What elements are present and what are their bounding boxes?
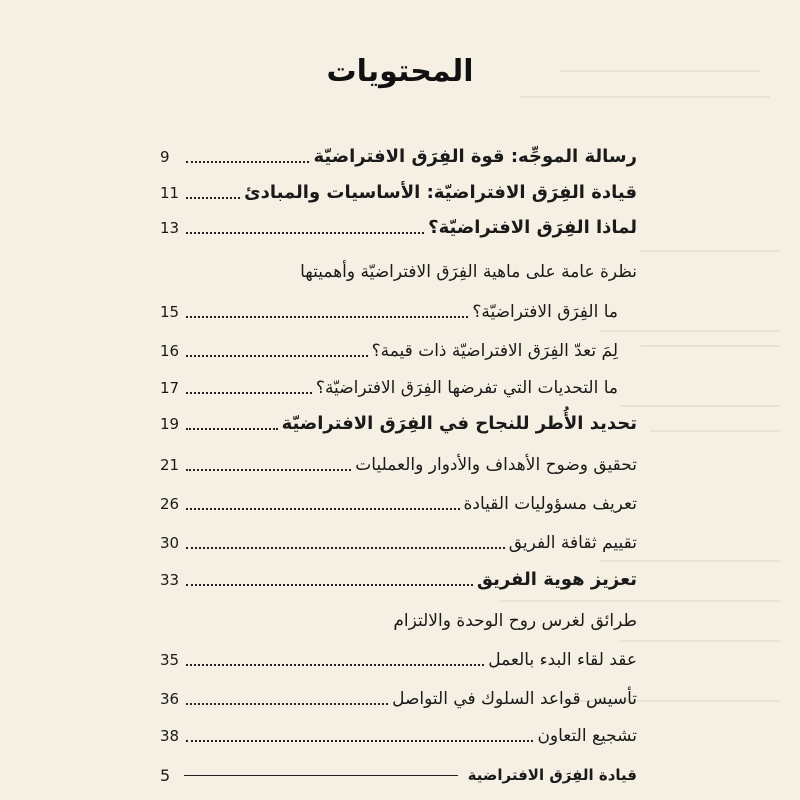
page-title: المحتويات <box>326 54 474 89</box>
toc-page-number: 9 <box>160 148 170 166</box>
toc-page-number: 15 <box>160 303 180 321</box>
dot-leader <box>186 547 505 549</box>
toc-entry[interactable] <box>160 641 637 671</box>
toc-entry[interactable] <box>160 405 637 435</box>
toc-entry-label: لِمَ تعدّ الفِرَق الافتراضيّة ذات قيمة؟ <box>371 341 618 361</box>
toc-entry-label: تعزيز هوية الفريق <box>476 569 637 590</box>
page-footer <box>160 764 637 786</box>
toc-entry[interactable] <box>160 680 637 710</box>
dot-leader <box>186 469 351 471</box>
page-number: 5 <box>160 765 171 785</box>
toc-page-number: 13 <box>160 219 180 237</box>
toc-page-number: 19 <box>160 415 180 433</box>
toc-entry-label: طرائق لغرس روح الوحدة والالتزام <box>393 611 637 631</box>
toc-entry[interactable] <box>160 524 637 554</box>
toc-entry-label: تعريف مسؤوليات القيادة <box>463 494 637 514</box>
dot-leader <box>186 508 460 510</box>
toc-page-number: 17 <box>160 379 180 397</box>
dot-leader <box>186 161 309 163</box>
toc-entry-label: رسالة الموجِّه: قوة الفِرَق الافتراضيّة <box>313 146 637 167</box>
dot-leader <box>186 232 424 234</box>
toc-entry[interactable] <box>160 602 637 632</box>
toc-page-number: 30 <box>160 534 180 552</box>
toc-page-number: 21 <box>160 456 180 474</box>
dot-leader <box>186 355 368 357</box>
dot-leader <box>186 316 468 318</box>
toc-entry[interactable] <box>160 369 618 399</box>
dot-leader <box>186 740 533 742</box>
toc-entry-label: قيادة الفِرَق الافتراضيّة: الأساسيات والمبادئ <box>244 182 637 203</box>
toc-entry[interactable] <box>160 717 637 747</box>
dot-leader <box>186 703 388 705</box>
toc-entry[interactable] <box>160 209 637 239</box>
toc-entry[interactable] <box>160 332 618 362</box>
toc-entry-label: تأسيس قواعد السلوك في التواصل <box>392 689 637 709</box>
toc-entry-label: عقد لقاء البدء بالعمل <box>488 650 637 670</box>
toc-entry-label: ما التحديات التي تفرضها الفِرَق الافتراضيّة؟ <box>315 378 618 398</box>
toc-page-number: 26 <box>160 495 180 513</box>
toc-page-number: 33 <box>160 571 180 589</box>
toc-entry-label: تحديد الأُطر للنجاح في الفِرَق الافتراضيّة <box>281 413 637 434</box>
toc-entry[interactable] <box>160 174 637 204</box>
dot-leader <box>186 584 473 586</box>
dot-leader <box>186 392 312 394</box>
toc-entry[interactable] <box>160 293 618 323</box>
running-title: قيادة الفِرَق الافتراضية <box>467 766 637 784</box>
toc-entry-label: ما الفِرَق الافتراضيّة؟ <box>472 302 618 322</box>
toc-page-number: 35 <box>160 651 180 669</box>
toc-entry-label: تشجيع التعاون <box>537 726 637 746</box>
toc-entry-label: تقييم ثقافة الفريق <box>508 533 637 553</box>
toc-entry[interactable] <box>160 253 637 283</box>
toc-entry[interactable] <box>160 561 637 591</box>
toc-page-number: 16 <box>160 342 180 360</box>
toc-entry-label: تحقيق وضوح الأهداف والأدوار والعمليات <box>355 455 637 475</box>
toc-page-number: 11 <box>160 184 180 202</box>
toc-entry[interactable] <box>160 485 637 515</box>
toc-entry-label: لماذا الفِرَق الافتراضيّة؟ <box>428 217 637 238</box>
dot-leader <box>186 664 484 666</box>
toc-entry-label: نظرة عامة على ماهية الفِرَق الافتراضيّة وأهميتها <box>300 262 637 282</box>
footer-rule <box>184 775 458 776</box>
toc-entry[interactable] <box>160 446 637 476</box>
toc-entry[interactable] <box>160 138 637 168</box>
toc-page-number: 38 <box>160 727 180 745</box>
dot-leader <box>186 428 278 430</box>
dot-leader <box>186 197 240 199</box>
toc-page-number: 36 <box>160 690 180 708</box>
